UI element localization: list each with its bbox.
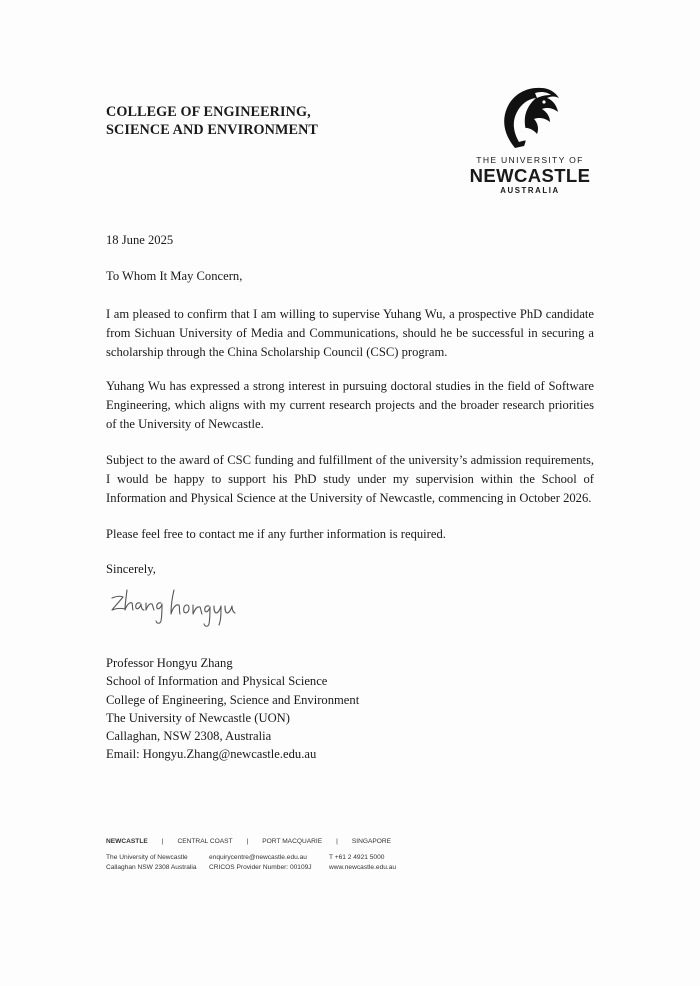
- paragraph-4: Please feel free to contact me if any further information is required.: [106, 527, 446, 541]
- paragraph-2: Yuhang Wu has expressed a strong interest in pursuing doctoral studies in the field of Software Engineering, which aligns with my current research projects and the broader research priorities of the University of Newcastle.: [106, 379, 594, 431]
- logo-line1: THE UNIVERSITY OF: [476, 155, 584, 165]
- signature-block: [106, 654, 359, 764]
- paragraph-1: I am pleased to confirm that I am willing to supervise Yuhang Wu, a prospective PhD candidate from Sichuan University of Media and Communications, should he be successful in securing a scholarship through the China Scholarship Council (CSC) program.: [106, 307, 594, 359]
- footer: [106, 838, 397, 875]
- footer-cricos: CRICOS Provider Number: 00109J: [209, 863, 312, 871]
- footer-separator: |: [246, 838, 249, 845]
- seahorse-crest-icon: [495, 84, 565, 152]
- footer-location-central-coast: CENTRAL COAST: [177, 838, 233, 845]
- letter-date: 18 June 2025: [106, 233, 174, 247]
- signatory-university: The University of Newcastle (UON): [106, 710, 290, 725]
- footer-separator: |: [161, 838, 164, 845]
- signatory-email: Email: Hongyu.Zhang@newcastle.edu.au: [106, 747, 317, 762]
- logo-line3: AUSTRALIA: [500, 186, 560, 195]
- footer-location-port-macquarie: PORT MACQUARIE: [262, 838, 323, 845]
- footer-location-singapore: SINGAPORE: [351, 838, 392, 845]
- college-heading-line2: SCIENCE AND ENVIRONMENT: [106, 122, 318, 138]
- university-logo: [462, 84, 598, 196]
- footer-website-link[interactable]: www.newcastle.edu.au: [329, 863, 397, 871]
- footer-locations: [106, 838, 391, 845]
- footer-contact-grid: [106, 853, 397, 875]
- paragraph-3: Subject to the award of CSC funding and fulfillment of the university’s admission requirements, I would be happy to support his PhD study under my supervision within the School of Information and Physical Science at the University of Newcastle, commencing in October 2026.: [106, 453, 594, 505]
- signatory-address: Callaghan, NSW 2308, Australia: [106, 729, 272, 744]
- footer-university-name: The University of Newcastle: [106, 854, 188, 861]
- college-heading-line1: COLLEGE OF ENGINEERING,: [106, 104, 311, 120]
- footer-university-address: Callaghan NSW 2308 Australia: [106, 863, 197, 871]
- footer-phone: T +61 2 4921 5000: [329, 854, 385, 861]
- logo-line2: NEWCASTLE: [469, 165, 591, 186]
- closing: Sincerely,: [106, 562, 156, 576]
- footer-separator: |: [336, 838, 338, 845]
- signatory-college: College of Engineering, Science and Environment: [106, 692, 360, 707]
- signatory-school: School of Information and Physical Science: [106, 674, 328, 689]
- college-heading: [106, 103, 318, 139]
- signatory-name: Professor Hongyu Zhang: [106, 656, 233, 670]
- footer-location-newcastle: NEWCASTLE: [106, 838, 148, 845]
- salutation: To Whom It May Concern,: [106, 269, 243, 283]
- handwritten-signature: [108, 586, 238, 630]
- footer-email-link[interactable]: enquirycentre@newcastle.edu.au: [209, 854, 307, 861]
